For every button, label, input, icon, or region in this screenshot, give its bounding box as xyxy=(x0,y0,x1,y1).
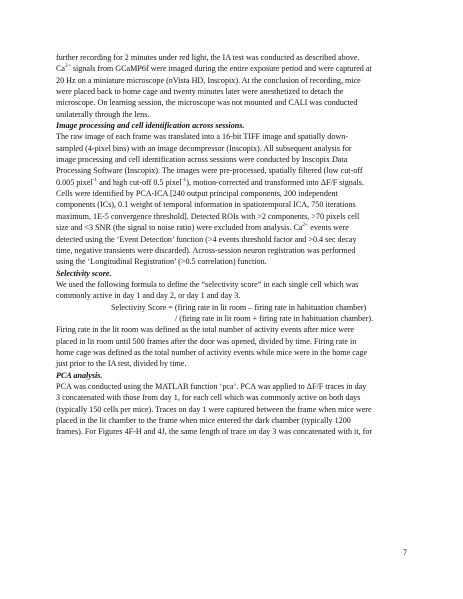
paragraph-recording xyxy=(56,52,408,120)
text-line: Cells were identified by PCA-ICA [240 output principal components, 200 independent xyxy=(56,189,338,199)
text-line: using the ‘Longitudinal Registration’ (>0.5 correlation) function. xyxy=(56,257,267,267)
section-pca-analysis xyxy=(56,370,408,438)
text-line: further recording for 2 minutes under red light, the IA test was conducted as described above. xyxy=(56,53,360,62)
text-segment: signals from GCaMP6f were imaged during the entire exposure period and were captured at xyxy=(70,64,372,74)
text-line: microscope. On learning session, the microscope was not mounted and CALI was conducted xyxy=(56,98,358,108)
selectivity-formula xyxy=(56,302,408,325)
text-line xyxy=(56,63,408,74)
text-segment: Ca xyxy=(56,64,66,74)
text-line: We used the following formula to define the “selectivity score” in each single cell which was xyxy=(56,279,359,289)
text-segment: 0.005 pixel xyxy=(56,177,93,187)
text-segment: and high cut-off 0.5 pixel xyxy=(97,177,182,187)
formula-line: / (firing rate in lit room + firing rate in habituation chamber). xyxy=(175,313,374,323)
section-heading: PCA analysis. xyxy=(56,370,103,380)
text-line: components (ICs), 0.1 weight of temporal information in spatiotemporal ICA, 750 iterations xyxy=(56,200,356,210)
text-line: maximum, 1E-5 convergence threshold]. Detected ROIs with >2 components, >70 pixels cell xyxy=(56,211,360,221)
text-line: 3 concatenated with those from day 1, for each cell which was commonly active on both days xyxy=(56,393,361,403)
text-line: placed in lit room until 500 frames after the door was opened, divided by time. Firing rate in xyxy=(56,336,357,346)
page-number: 7 xyxy=(403,548,408,557)
superscript: -1 xyxy=(181,176,187,183)
section-image-processing xyxy=(56,120,408,267)
text-segment: events were xyxy=(308,223,349,233)
page-content xyxy=(56,52,408,438)
text-line: Firing rate in the lit room was defined as the total number of activity events after mice were xyxy=(56,325,355,335)
text-line: 20 Hz on a miniature microscope (nVista HD, Inscopix). At the conclusion of recording, mice xyxy=(56,75,361,85)
section-heading: Image processing and cell identification across sessions. xyxy=(56,121,245,131)
section-heading: Selectivity score. xyxy=(56,268,112,278)
text-line: frames). For Figures 4F-H and 4J, the same length of trace on day 3 was concatenated with it, for xyxy=(56,427,373,437)
text-segment: size and <3 SNR (the signal to noise ratio) were excluded from analysis. Ca xyxy=(56,223,303,233)
text-line: Processing Software (Inscopix). The images were pre-processed, spatially filtered (low cut-off xyxy=(56,166,363,176)
paragraph-firing-rate xyxy=(56,324,408,369)
text-line: sampled (4-pixel bins) with an image decompressor (Inscopix). All subsequent analysis for xyxy=(56,143,352,153)
text-line: The raw image of each frame was translated into a 16-bit TIFF image and spatially down- xyxy=(56,132,349,142)
text-line xyxy=(56,177,408,188)
text-line: commonly active in day 1 and day 2, or day 1 and day 3. xyxy=(56,291,241,301)
text-line: image processing and cell identification across sessions were conducted by Inscopix Data xyxy=(56,155,348,165)
text-line: home cage was defined as the total number of activity events while mice were in the home cage xyxy=(56,347,368,357)
superscript: -1 xyxy=(92,176,98,183)
text-segment: ), motion-corrected and transformed into ΔF/F signals. xyxy=(186,177,364,187)
text-line: placed in the lit chamber to the frame when mice entered the dark chamber (typically 1200 xyxy=(56,416,351,425)
text-line: (typically 150 cells per mice). Traces on day 1 were captured between the frame when mice were xyxy=(56,404,372,414)
section-selectivity-score xyxy=(56,268,408,302)
formula-line: Selectivity Score = (firing rate in lit room – firing rate in habituation chamber) xyxy=(111,302,367,312)
text-line: were placed back to home cage and twenty minutes later were anesthetized to detach the xyxy=(56,87,344,97)
text-line: just prior to the IA test, divided by time. xyxy=(56,359,187,369)
text-line: time, negative transients were discarded). Across-session neuron registration was performed xyxy=(56,245,356,255)
text-line: detected using the ‘Event Detection’ function (>4 events threshold factor and >0.4 sec decay xyxy=(56,234,357,244)
superscript: 2+ xyxy=(302,221,309,228)
text-line: PCA was conducted using the MATLAB function ‘pca’. PCA was applied to ΔF/F traces in day xyxy=(56,381,367,391)
superscript: 2+ xyxy=(65,63,71,70)
text-line xyxy=(56,222,408,233)
text-line: unilaterally through the lens. xyxy=(56,109,150,119)
